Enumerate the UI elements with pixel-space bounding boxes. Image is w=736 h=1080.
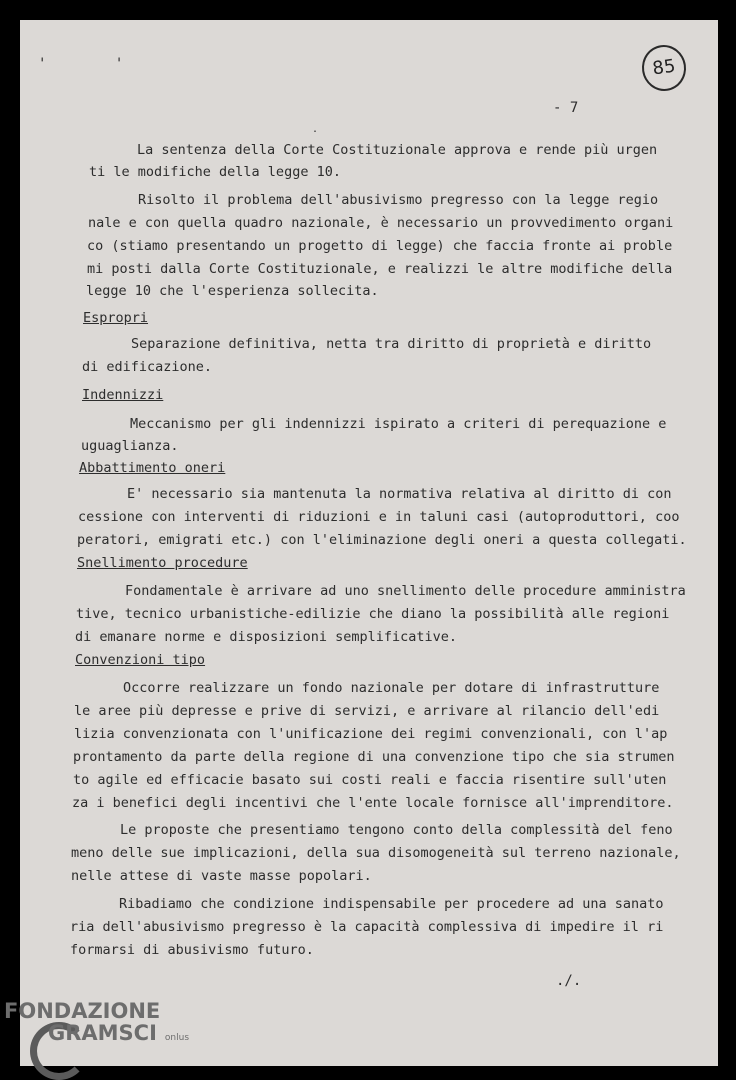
text-line: di edificazione. — [82, 359, 213, 375]
section-heading-espropri: Espropri — [83, 310, 149, 326]
text-line: peratori, emigrati etc.) con l'eliminazione degli oneri a questa collegati. — [77, 532, 687, 548]
stray-dot: . — [312, 124, 319, 135]
text-line: Fondamentale è arrivare ad uno snellimento delle procedure amministra — [125, 583, 686, 599]
text-line: Ribadiamo che condizione indispensabile per procedere ad una sanato — [119, 896, 664, 912]
text-line: nale e con quella quadro nazionale, è necessario un provvedimento organi — [88, 215, 674, 231]
text-line: Meccanismo per gli indennizzi ispirato a criteri di perequazione e — [130, 416, 667, 432]
text-line: La sentenza della Corte Costituzionale approva e rende più urgen — [137, 142, 658, 158]
continuation-mark: ./. — [556, 973, 582, 989]
watermark — [4, 1000, 189, 1049]
text-line: Le proposte che presentiamo tengono conto della complessità del feno — [120, 822, 673, 838]
text-line: legge 10 che l'esperienza sollecita. — [86, 283, 379, 299]
section-heading-abbattimento-oneri: Abbattimento oneri — [79, 460, 226, 476]
section-heading-convenzioni-tipo: Convenzioni tipo — [75, 652, 206, 668]
text-line: E' necessario sia mantenuta la normativa relativa al diritto di con — [127, 486, 672, 502]
text-line: tive, tecnico urbanistiche-edilizie che diano la possibilità alle regioni — [76, 606, 670, 622]
text-line: le aree più depresse e prive di servizi, e arrivare al rilancio dell'edi — [74, 703, 660, 719]
text-line: uguaglianza. — [81, 438, 179, 454]
text-line: Risolto il problema dell'abusivismo pregresso con la legge regio — [138, 192, 659, 208]
text-line: ti le modifiche della legge 10. — [89, 164, 341, 180]
text-line: formarsi di abusivismo futuro. — [70, 942, 314, 958]
text-line: za i benefici degli incentivi che l'ente locale fornisce all'imprenditore. — [72, 795, 674, 811]
text-line: Separazione definitiva, netta tra diritto di proprietà e diritto — [131, 336, 652, 352]
watermark-line1: FONDAZIONE — [4, 999, 161, 1023]
watermark-line2: GRAMSCI onlus — [48, 1021, 190, 1045]
text-line: prontamento da parte della regione di una convenzione tipo che sia strumen — [73, 749, 675, 765]
document-page — [20, 20, 718, 1066]
text-line: to agile ed efficacie basato sui costi reali e faccia risentire sull'uten — [73, 772, 667, 788]
section-heading-snellimento-procedure: Snellimento procedure — [77, 555, 248, 571]
text-line: meno delle sue implicazioni, della sua disomogeneità sul terreno nazionale, — [71, 845, 681, 861]
text-line: ria dell'abusivismo pregresso è la capacità complessiva di impedire il ri — [70, 919, 664, 935]
text-line: co (stiamo presentando un progetto di legge) che faccia fronte ai proble — [87, 238, 673, 254]
text-line: nelle attese di vaste masse popolari. — [71, 868, 372, 884]
section-heading-indennizzi: Indennizzi — [82, 387, 164, 403]
text-line: cessione con interventi di riduzioni e in taluni casi (autoproduttori, coo — [78, 509, 680, 525]
archive-number-stamp: 85 — [639, 42, 689, 94]
text-line: lizia convenzionata con l'unificazione dei regimi convenzionali, con l'ap — [74, 726, 668, 742]
text-line: Occorre realizzare un fondo nazionale per dotare di infrastrutture — [123, 680, 660, 696]
watermark-suffix: onlus — [164, 1033, 190, 1043]
top-marks: ' ' — [38, 56, 154, 72]
page-number: - 7 — [553, 100, 579, 116]
text-line: di emanare norme e disposizioni semplificative. — [75, 629, 458, 645]
text-line: mi posti dalla Corte Costituzionale, e realizzi le altre modifiche della — [87, 261, 673, 277]
